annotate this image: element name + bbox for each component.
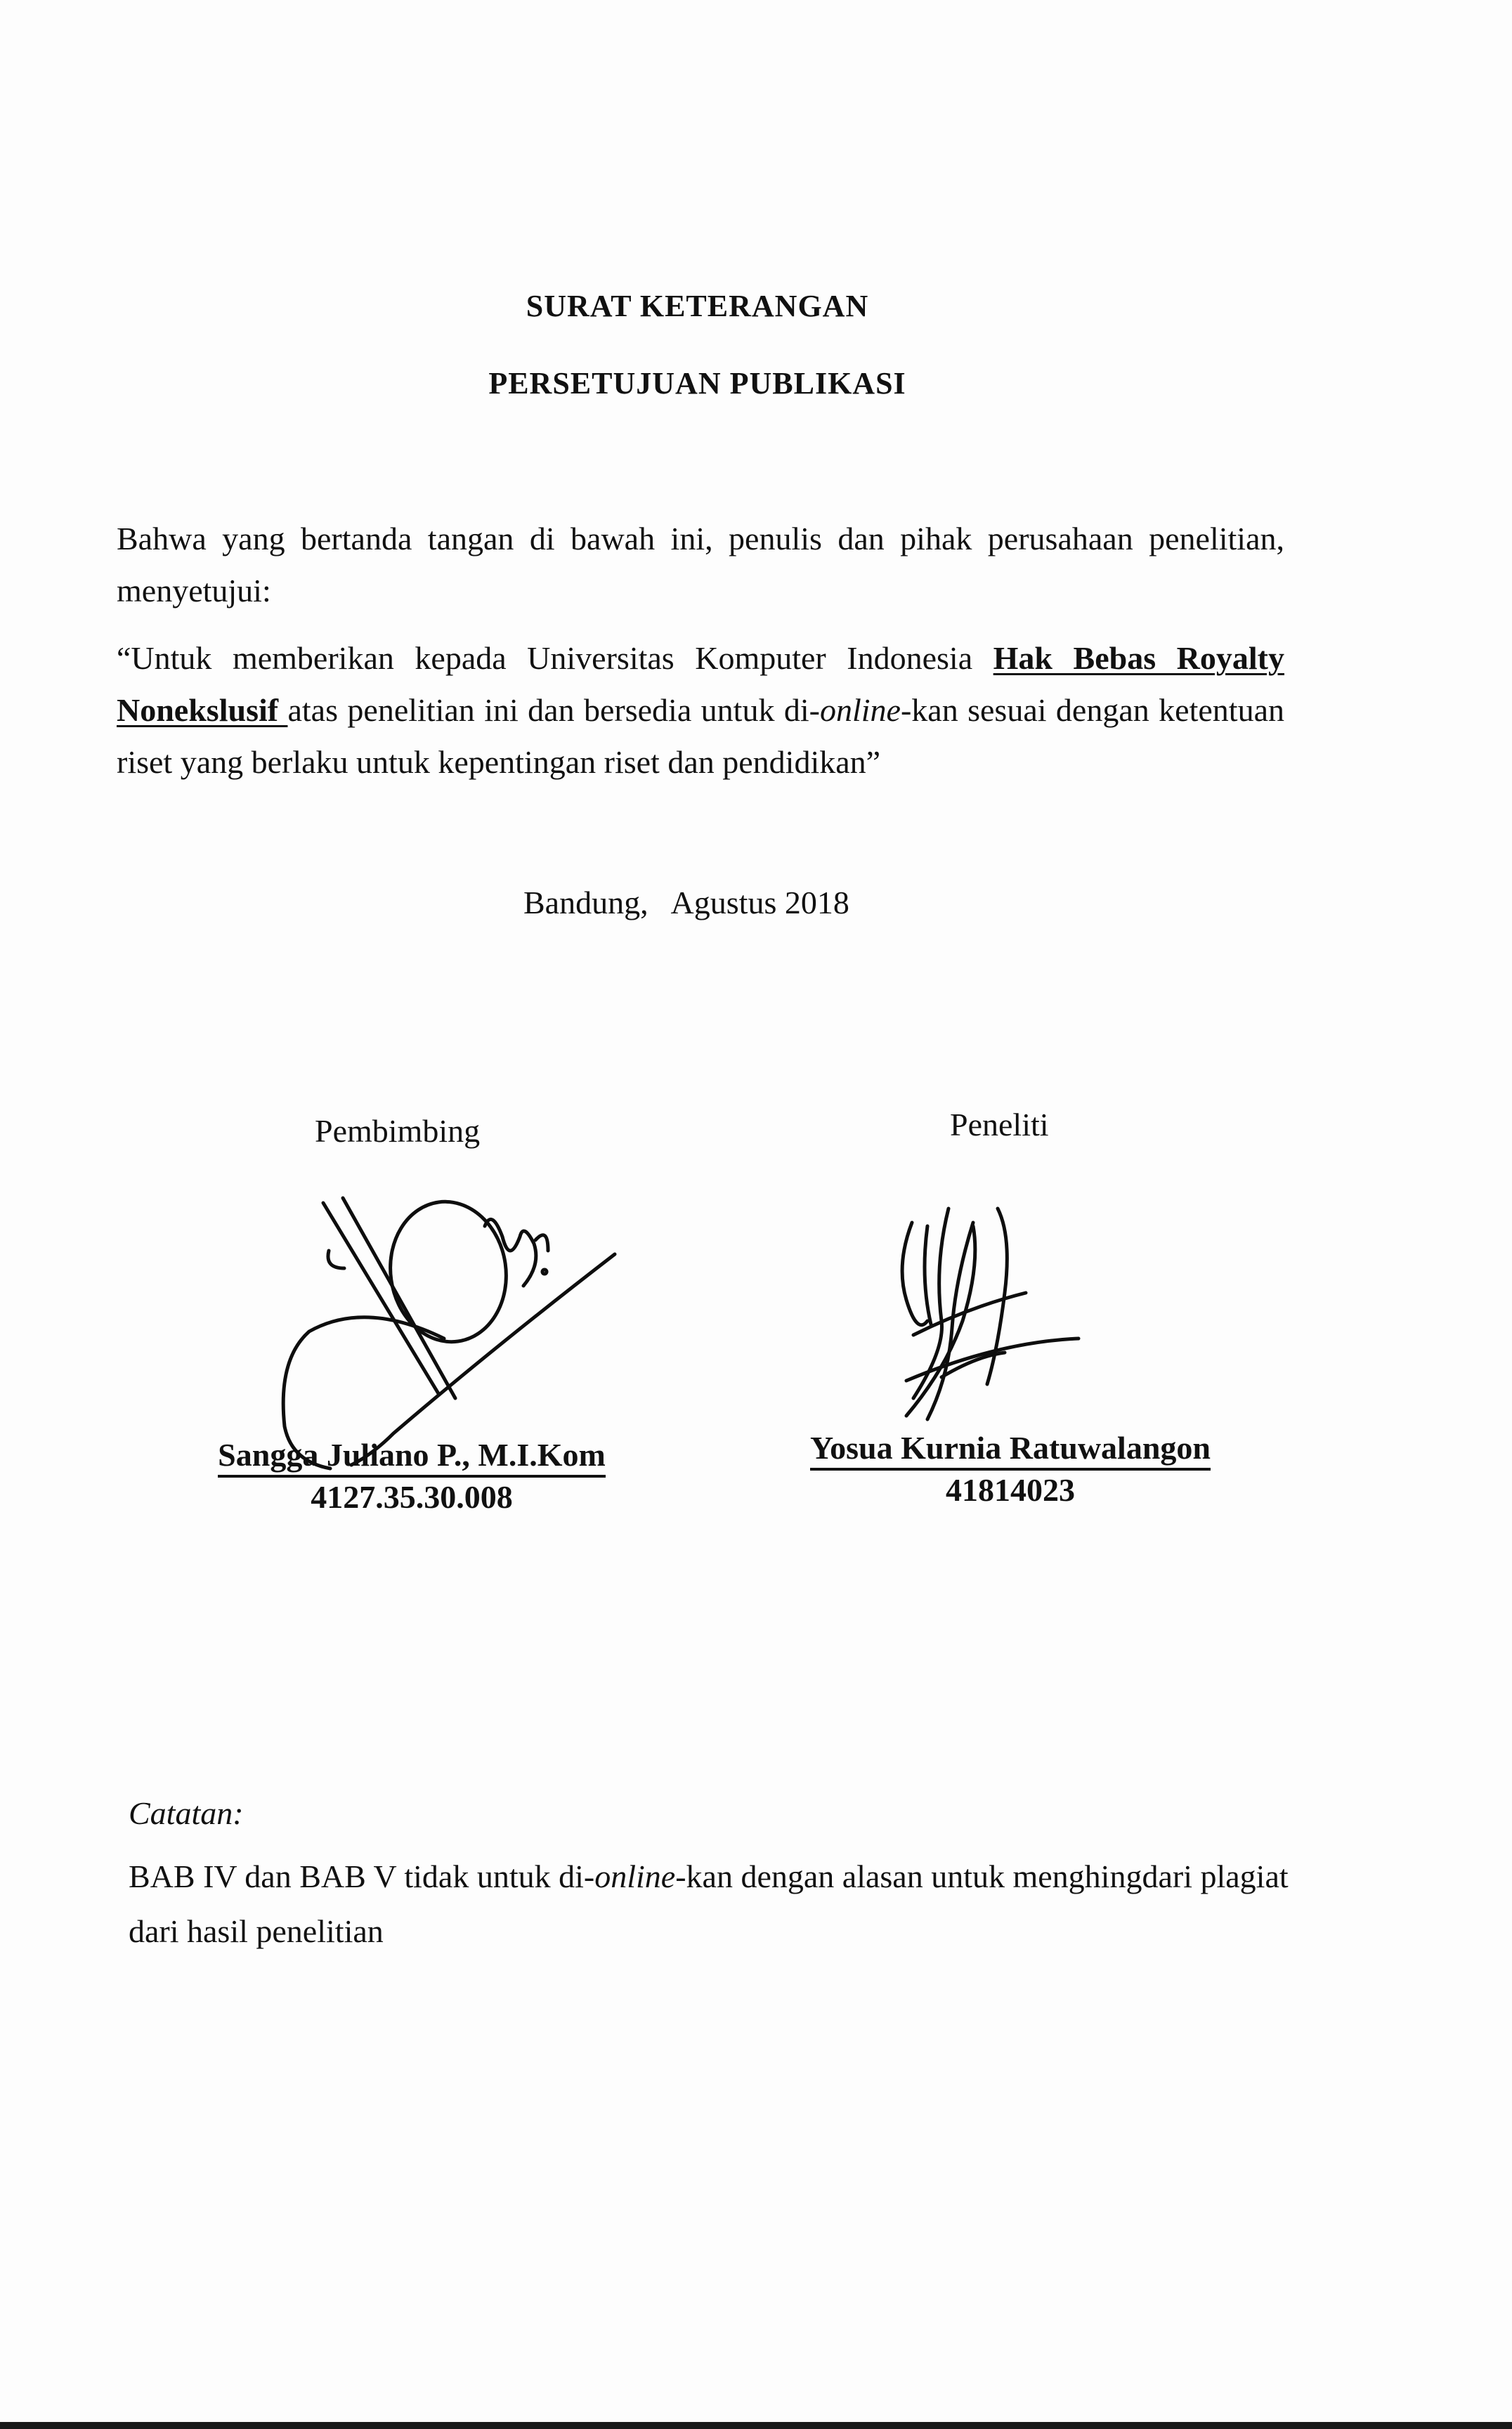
supervisor-id: 4127.35.30.008 — [311, 1479, 513, 1515]
online-term: online — [819, 692, 901, 728]
note-text — [129, 1849, 1309, 1959]
supervisor-signature-block — [194, 1436, 630, 1517]
agreement-text-3: -kan sesuai dengan ketentuan riset yang berlaku untuk kepentingan riset dan pendidikan” — [117, 692, 1284, 780]
document-title: SURAT KETERANGAN — [526, 289, 869, 323]
note-text-1: BAB IV dan BAB V tidak untuk di- — [129, 1858, 595, 1894]
supervisor-role-label: Pembimbing — [315, 1113, 481, 1149]
researcher-name: Yosua Kurnia Ratuwalangon — [810, 1430, 1211, 1471]
intro-paragraph: Bahwa yang bertanda tangan di bawah ini, penulis dan pihak perusahaan penelitian, menyetujui: — [117, 521, 1284, 608]
royalty-free-term: Hak Bebas Royalty Nonekslusif — [117, 640, 1284, 728]
agreement-paragraph — [117, 632, 1284, 788]
place-date: Bandung, Agustus 2018 — [523, 885, 849, 920]
researcher-role-label: Peneliti — [950, 1107, 1049, 1142]
note-online-term: online — [594, 1858, 676, 1894]
scan-bottom-edge — [0, 2422, 1512, 2429]
researcher-id: 41814023 — [946, 1472, 1075, 1508]
supervisor-name: Sangga Juliano P., M.I.Kom — [218, 1437, 606, 1478]
note-label: Catatan: — [129, 1795, 244, 1831]
agreement-text-1: “Untuk memberikan kepada Universitas Komputer Indonesia — [117, 640, 993, 676]
note-text-2: -kan dengan alasan untuk menghingdari plagiat dari hasil penelitian — [129, 1858, 1289, 1949]
agreement-text-2: atas penelitian ini dan bersedia untuk di- — [287, 692, 820, 728]
researcher-signature-block — [786, 1429, 1235, 1510]
document-subtitle: PERSETUJUAN PUBLIKASI — [488, 366, 906, 401]
